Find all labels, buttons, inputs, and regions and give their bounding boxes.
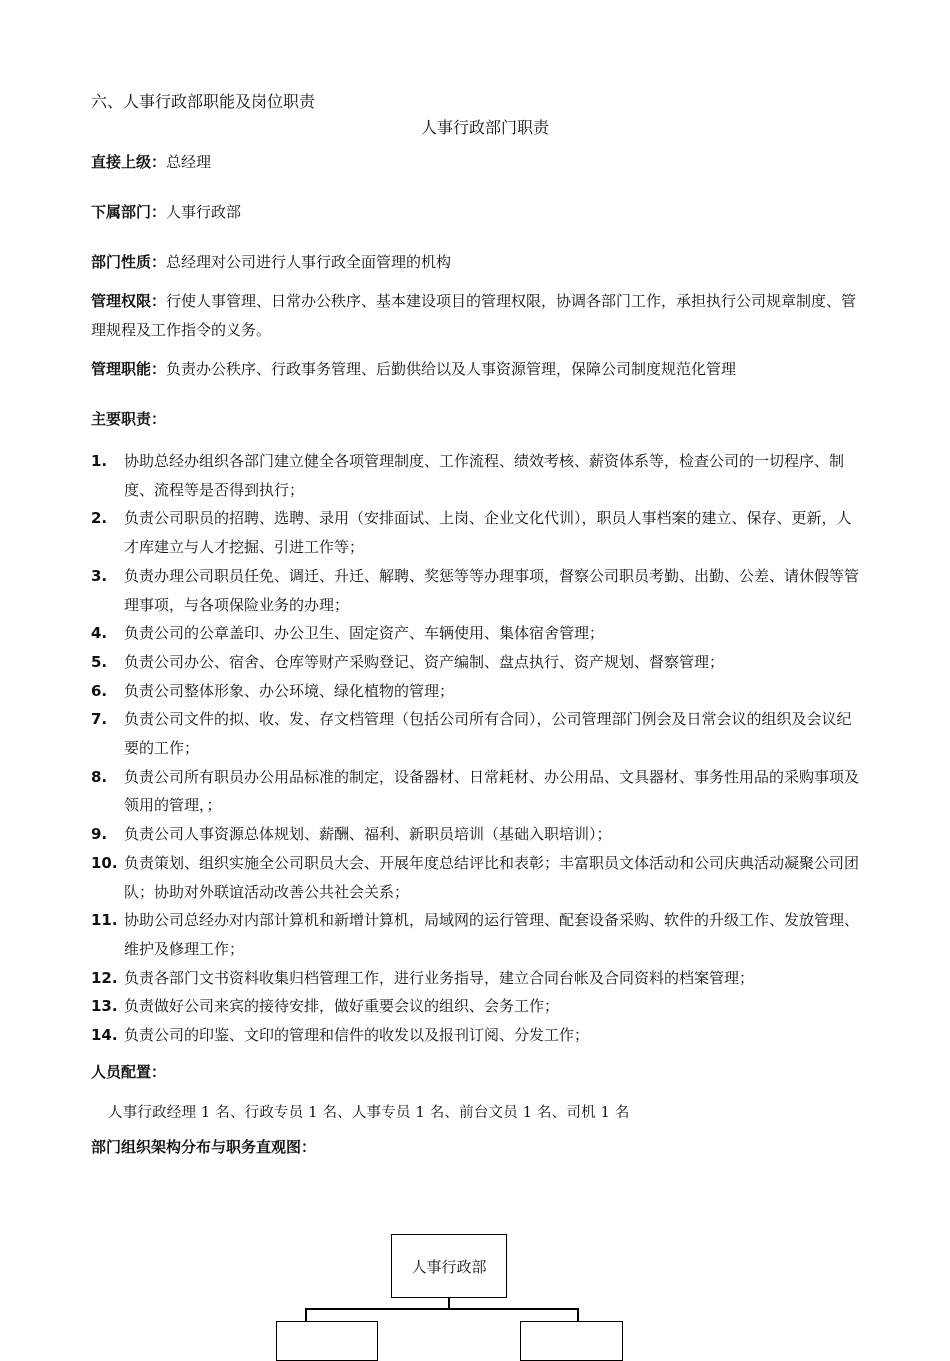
duty-number: 13. — [91, 997, 118, 1016]
field-subordinate-label: 下属部门： — [91, 203, 167, 221]
field-nature-value: 总经理对公司进行人事行政全面管理的机构 — [166, 253, 452, 271]
duty-number: 4. — [91, 624, 108, 643]
duty-number: 14. — [91, 1026, 118, 1045]
staffing-heading-label: 人员配置： — [91, 1063, 167, 1081]
duty-item — [91, 447, 866, 504]
duties-heading-label: 主要职责： — [91, 410, 167, 428]
duty-number: 11. — [91, 911, 118, 930]
field-superior-value: 总经理 — [166, 153, 212, 171]
duty-text: 负责公司办公、宿舍、仓库等财产采购登记、资产编制、盘点执行、资产规划、督察管理； — [124, 652, 725, 671]
field-function — [91, 355, 866, 384]
duty-number: 1. — [91, 452, 108, 470]
document-title: 人事行政部门职责 — [420, 118, 549, 137]
field-superior — [91, 148, 866, 177]
field-function-label: 管理职能： — [91, 360, 167, 378]
duty-text: 负责公司的公章盖印、办公卫生、固定资产、车辆使用、集体宿舍管理； — [124, 624, 605, 643]
org-child-box-right — [520, 1321, 623, 1361]
field-superior-label: 直接上级： — [91, 153, 167, 171]
duty-text: 负责公司人事资源总体规划、薪酬、福利、新职员培训（基础入职培训）； — [124, 825, 612, 844]
duty-text: 负责公司文件的拟、收、发、存文档管理（包括公司所有合同），公司管理部门例会及日常会议的组织及会议纪要的工作； — [124, 710, 852, 758]
duty-item — [91, 705, 866, 762]
duty-item — [91, 648, 866, 677]
field-nature-label: 部门性质： — [91, 253, 167, 271]
duty-item — [91, 504, 866, 561]
org-child-box-left — [276, 1321, 378, 1361]
duty-item — [91, 820, 866, 849]
section-heading: 六、人事行政部职能及岗位职责 — [91, 92, 316, 111]
field-authority-label: 管理权限： — [91, 292, 167, 310]
duty-text: 负责公司整体形象、办公环境、绿化植物的管理； — [124, 681, 455, 700]
org-connector-left — [305, 1308, 307, 1322]
duty-item — [91, 906, 866, 963]
staffing-heading — [91, 1058, 866, 1087]
duty-item — [91, 964, 866, 993]
duty-item — [91, 677, 866, 706]
duties-heading — [91, 405, 866, 434]
org-connector-right — [577, 1308, 579, 1322]
duty-number: 6. — [91, 681, 108, 700]
duty-number: 12. — [91, 968, 118, 987]
duty-item — [91, 1021, 866, 1050]
duty-number: 5. — [91, 652, 108, 671]
duty-item — [91, 992, 866, 1021]
duty-number: 2. — [91, 509, 108, 528]
field-nature — [91, 248, 866, 277]
duties-list — [91, 447, 866, 1050]
org-connector-horizontal — [305, 1308, 578, 1310]
duty-text: 负责公司的印鉴、文印的管理和信件的收发以及报刊订阅、分发工作； — [124, 1026, 590, 1045]
duty-number: 3. — [91, 566, 108, 585]
org-heading-label: 部门组织架构分布与职务直观图： — [91, 1138, 317, 1156]
duty-number: 10. — [91, 853, 118, 872]
duty-text: 负责各部门文书资料收集归档管理工作，进行业务指导，建立合同台帐及合同资料的档案管理； — [124, 968, 755, 987]
org-heading — [91, 1133, 866, 1162]
field-function-value: 负责办公秩序、行政事务管理、后勤供给以及人事资源管理，保障公司制度规范化管理 — [166, 360, 737, 378]
duty-number: 7. — [91, 710, 108, 729]
staffing-text: 人事行政经理 1 名、行政专员 1 名、人事专员 1 名、前台文员 1 名、司机 1 名 — [108, 1105, 630, 1121]
duty-item — [91, 849, 866, 906]
duty-text: 负责公司职员的招聘、选聘、录用（安排面试、上岗、企业文化代训），职员人事档案的建立、保存、更新，人才库建立与人才挖掘、引进工作等； — [124, 509, 852, 557]
field-authority-value: 行使人事管理、日常办公秩序、基本建设项目的管理权限，协调各部门工作，承担执行公司规章制度、管理规程及工作指令的义务。 — [91, 292, 857, 339]
duty-text: 负责公司所有职员办公用品标准的制定，设备器材、日常耗材、办公用品、文具器材、事务性用品的采购事项及领用的管理，； — [124, 767, 860, 815]
field-subordinate — [91, 198, 866, 227]
org-root-label: 人事行政部 — [411, 1257, 487, 1276]
duty-item — [91, 562, 866, 619]
duty-text: 协助总经办组织各部门建立健全各项管理制度、工作流程、绩效考核、薪资体系等，检查公司的一切程序、制度、流程等是否得到执行； — [124, 452, 845, 499]
duty-text: 负责办理公司职员任免、调迁、升迁、解聘、奖惩等等办理事项，督察公司职员考勤、出勤、公差、请休假等管理事项，与各项保险业务的办理； — [124, 566, 860, 614]
duty-number: 8. — [91, 767, 108, 786]
duty-number: 9. — [91, 825, 108, 844]
duty-item — [91, 763, 866, 820]
org-root-box — [391, 1234, 507, 1298]
duty-text: 协助公司总经办对内部计算机和新增计算机，局域网的运行管理、配套设备采购、软件的升级工作、发放管理、维护及修理工作； — [124, 911, 860, 958]
field-authority — [91, 287, 866, 345]
field-subordinate-value: 人事行政部 — [166, 203, 242, 221]
duty-item — [91, 619, 866, 648]
duty-text: 负责策划、组织实施全公司职员大会、开展年度总结评比和表彰；丰富职员文体活动和公司庆典活动凝聚公司团队；协助对外联谊活动改善公共社会关系； — [124, 853, 860, 901]
duty-text: 负责做好公司来宾的接待安排，做好重要会议的组织、会务工作； — [124, 997, 560, 1016]
